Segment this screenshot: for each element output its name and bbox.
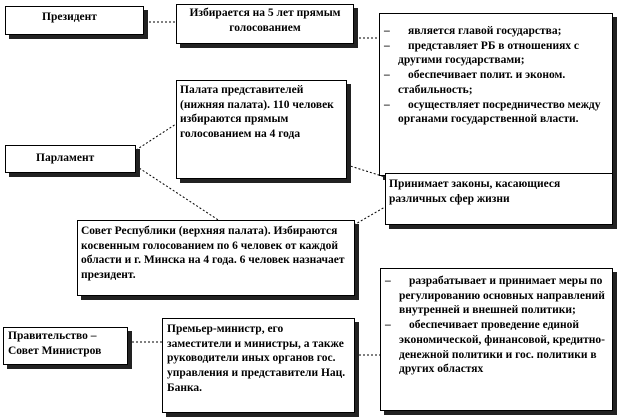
president-label: Президент [42,11,97,23]
upper-house-text: Совет Республики (верхняя палата). Избираются косвенным голосованием по 6 человек от каждой области и г. Минска на 4 года. 6 человек назначает президент. [81,225,345,282]
parliament-to-lower-house-line [136,124,176,150]
president-box [5,6,144,35]
president-functions-list [384,24,606,127]
upper-house-box [77,220,355,296]
president-function-item: – обеспечивает полит. и эконом. стабильность; [384,68,606,97]
president-functions-box [379,13,613,176]
government-label: Правительство – Совет Министров [8,330,102,357]
president-function-item: – осуществляет посредничество между органами государственной власти. [384,98,606,127]
president-election-box [176,4,354,44]
parliament-function-text: Принимает законы, касающиеся различных сфер жизни [389,178,561,205]
parliament-function-box [385,173,613,225]
government-functions-list [385,274,606,377]
government-function-item: – обеспечивает проведение единой экономической, финансовой, кредитно-денежной политики и гос. политики в других областях [385,318,606,377]
government-box [3,327,128,365]
lower-house-box [176,80,347,179]
parliament-label: Парламент [36,152,95,164]
government-composition-text: Премьер-министр, его заместители и министры, а также руководители иных органов гос. управления и представители Нац. Банка. [167,323,346,394]
president-election-text: Избирается на 5 лет прямым голосованием [189,7,341,34]
president-function-item: – представляет РБ в отношениях с другими государствами; [384,39,606,68]
government-function-item: – разрабатывает и принимает меры по регулированию основных направлений внутренней и внешней политики; [385,274,606,318]
lower-house-text: Палата представителей (нижняя палата). 110 человек избираются прямым голосованием на 4 года [180,84,334,141]
government-composition-box [162,318,355,413]
government-functions-box [380,268,613,411]
president-function-item: – является главой государства; [384,24,606,39]
parliament-box [5,145,136,173]
